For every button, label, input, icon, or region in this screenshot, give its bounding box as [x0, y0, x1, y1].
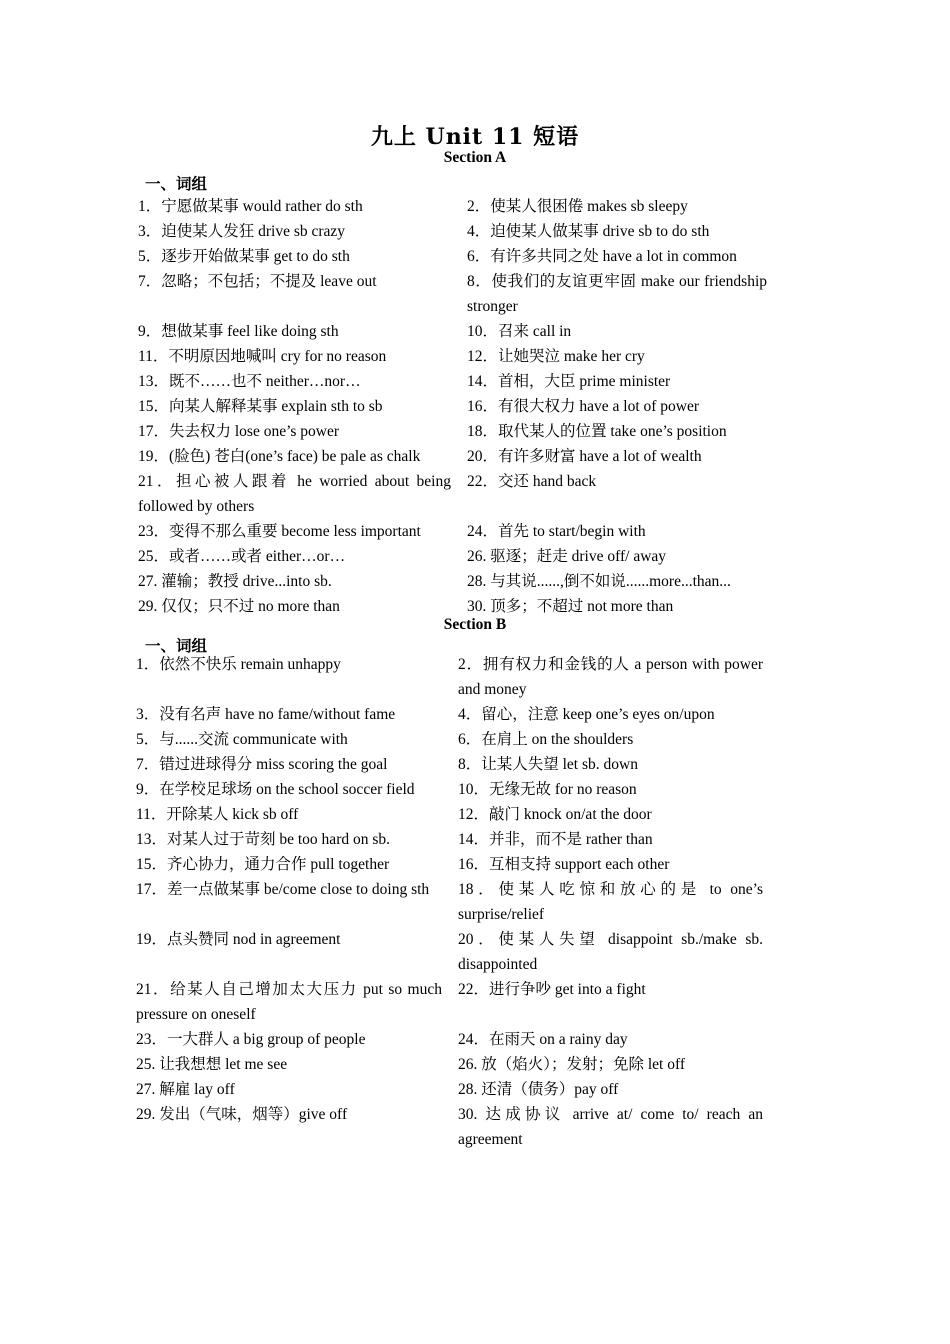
phrase-item: 11．开除某人 kick sb off — [136, 806, 299, 823]
phrase-item: 16．有很大权力 have a lot of power — [467, 398, 700, 415]
phrase-item: 27. 解雇 lay off — [136, 1081, 235, 1098]
phrase-item: 30. 顶多；不超过 not more than — [467, 598, 674, 615]
phrase-item: 21．给某人自己增加太大压力 put so much pressure on oneself — [136, 981, 442, 1023]
phrase-item: 21．担心被人跟着 he worried about being followed by others — [138, 473, 451, 515]
phrase-item: 10．召来 call in — [467, 323, 572, 340]
phrase-item: 1．依然不快乐 remain unhappy — [136, 656, 341, 673]
phrase-item: 20．有许多财富 have a lot of wealth — [467, 448, 702, 465]
phrase-item: 26. 放（焰火）；发射；免除 let off — [458, 1056, 686, 1073]
section-b-phrase-list — [136, 652, 763, 1152]
phrase-item: 27. 灌输；教授 drive...into sb. — [138, 573, 332, 590]
phrase-item: 8．让某人失望 let sb. down — [458, 756, 638, 773]
phrase-item: 29. 仅仅；只不过 no more than — [138, 598, 340, 615]
phrase-item: 24．首先 to start/begin with — [467, 523, 646, 540]
phrase-item: 7．错过进球得分 miss scoring the goal — [136, 756, 388, 773]
phrase-item: 13．既不……也不 neither…nor… — [138, 373, 361, 390]
phrase-item: 12．让她哭泣 make her cry — [467, 348, 645, 365]
phrase-item: 11．不明原因地喊叫 cry for no reason — [138, 348, 387, 365]
phrase-item: 6．在肩上 on the shoulders — [458, 731, 634, 748]
phrase-item: 18．使某人吃惊和放心的是 to one’s surprise/relief — [458, 881, 763, 923]
phrase-item: 28. 还清（债务）pay off — [458, 1081, 619, 1098]
phrase-item: 17．失去权力 lose one’s power — [138, 423, 340, 440]
phrase-item: 23．变得不那么重要 become less important — [138, 523, 421, 540]
phrase-item: 22．交还 hand back — [467, 473, 597, 490]
section-b-heading: Section B — [443, 616, 507, 633]
phrase-item: 7．忽略；不包括；不提及 leave out — [138, 273, 377, 290]
phrase-item: 14．并非，而不是 rather than — [458, 831, 653, 848]
phrase-item: 8．使我们的友谊更牢固 make our friendship stronger — [467, 273, 767, 315]
phrase-item: 4．留心，注意 keep one’s eyes on/upon — [458, 706, 715, 723]
phrase-item: 1．宁愿做某事 would rather do sth — [138, 198, 363, 215]
phrase-item: 9．在学校足球场 on the school soccer field — [136, 781, 415, 798]
phrase-item: 18．取代某人的位置 take one’s position — [467, 423, 727, 440]
section-a-group-heading: 一、词组 — [145, 176, 208, 193]
phrase-item: 2．拥有权力和金钱的人 a person with power and money — [458, 656, 763, 698]
phrase-item: 5．逐步开始做某事 get to do sth — [138, 248, 350, 265]
section-a-phrase-list — [138, 194, 767, 619]
phrase-item: 3．迫使某人发狂 drive sb crazy — [138, 223, 346, 240]
phrase-item: 30. 达成协议 arrive at/ come to/ reach an agreement — [458, 1106, 763, 1148]
phrase-item: 20．使某人失望 disappoint sb./make sb. disappointed — [458, 931, 763, 973]
phrase-item: 3．没有名声 have no fame/without fame — [136, 706, 396, 723]
phrase-item: 12．敲门 knock on/at the door — [458, 806, 652, 823]
phrase-item: 22．进行争吵 get into a fight — [458, 981, 646, 998]
phrase-item: 5．与......交流 communicate with — [136, 731, 348, 748]
section-a-heading: Section A — [443, 149, 507, 166]
phrase-item: 26. 驱逐；赶走 drive off/ away — [467, 548, 667, 565]
phrase-item: 24．在雨天 on a rainy day — [458, 1031, 628, 1048]
phrase-item: 29. 发出（气味，烟等）give off — [136, 1106, 348, 1123]
phrase-item: 19．(脸色) 苍白(one’s face) be pale as chalk — [138, 448, 421, 465]
phrase-item: 25. 让我想想 let me see — [136, 1056, 288, 1073]
phrase-item: 16．互相支持 support each other — [458, 856, 670, 873]
phrase-item: 28. 与其说......,倒不如说......more...than... — [467, 573, 731, 590]
phrase-item: 14．首相，大臣 prime minister — [467, 373, 671, 390]
phrase-item: 2．使某人很困倦 makes sb sleepy — [467, 198, 688, 215]
phrase-item: 19．点头赞同 nod in agreement — [136, 931, 341, 948]
phrase-item: 15．齐心协力，通力合作 pull together — [136, 856, 390, 873]
phrase-item: 13．对某人过于苛刻 be too hard on sb. — [136, 831, 391, 848]
section-b-group-heading: 一、词组 — [145, 638, 208, 655]
phrase-item: 4．迫使某人做某事 drive sb to do sth — [467, 223, 710, 240]
phrase-item: 10．无缘无故 for no reason — [458, 781, 637, 798]
phrase-item: 17．差一点做某事 be/come close to doing sth — [136, 881, 430, 898]
page-title: 九上 Unit 11 短语 — [370, 124, 580, 150]
phrase-item: 25．或者……或者 either…or… — [138, 548, 346, 565]
phrase-item: 9．想做某事 feel like doing sth — [138, 323, 339, 340]
phrase-item: 15．向某人解释某事 explain sth to sb — [138, 398, 383, 415]
phrase-item: 6．有许多共同之处 have a lot in common — [467, 248, 737, 265]
phrase-item: 23．一大群人 a big group of people — [136, 1031, 366, 1048]
